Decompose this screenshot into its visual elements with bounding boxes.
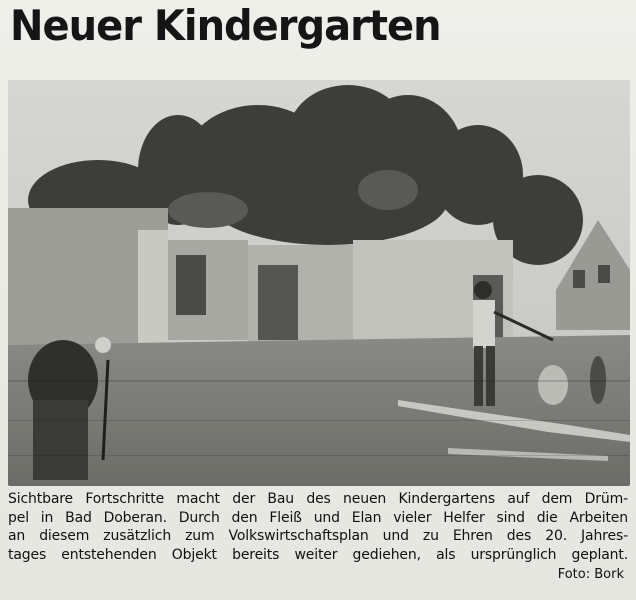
headline: Neuer Kindergarten [10, 2, 441, 51]
caption-line: pel in Bad Doberan. Durch den Fleiß und Elan vieler Helfer sind die Arbeiten [8, 509, 628, 526]
caption-line: Sichtbare Fortschritte macht der Bau des neuen Kindergartens auf dem Drüm- [8, 491, 628, 507]
caption-line: an diesem zusätzlich zum Volkswirtschaftsplan und zu Ehren des 20. Jahres- [8, 528, 628, 544]
photo-caption [8, 490, 628, 564]
construction-photo [8, 80, 630, 486]
photo-credit: Foto: Bork [557, 567, 624, 582]
caption-line: tages entstehenden Objekt bereits weiter gediehen, als ursprünglich geplant. [8, 546, 628, 563]
